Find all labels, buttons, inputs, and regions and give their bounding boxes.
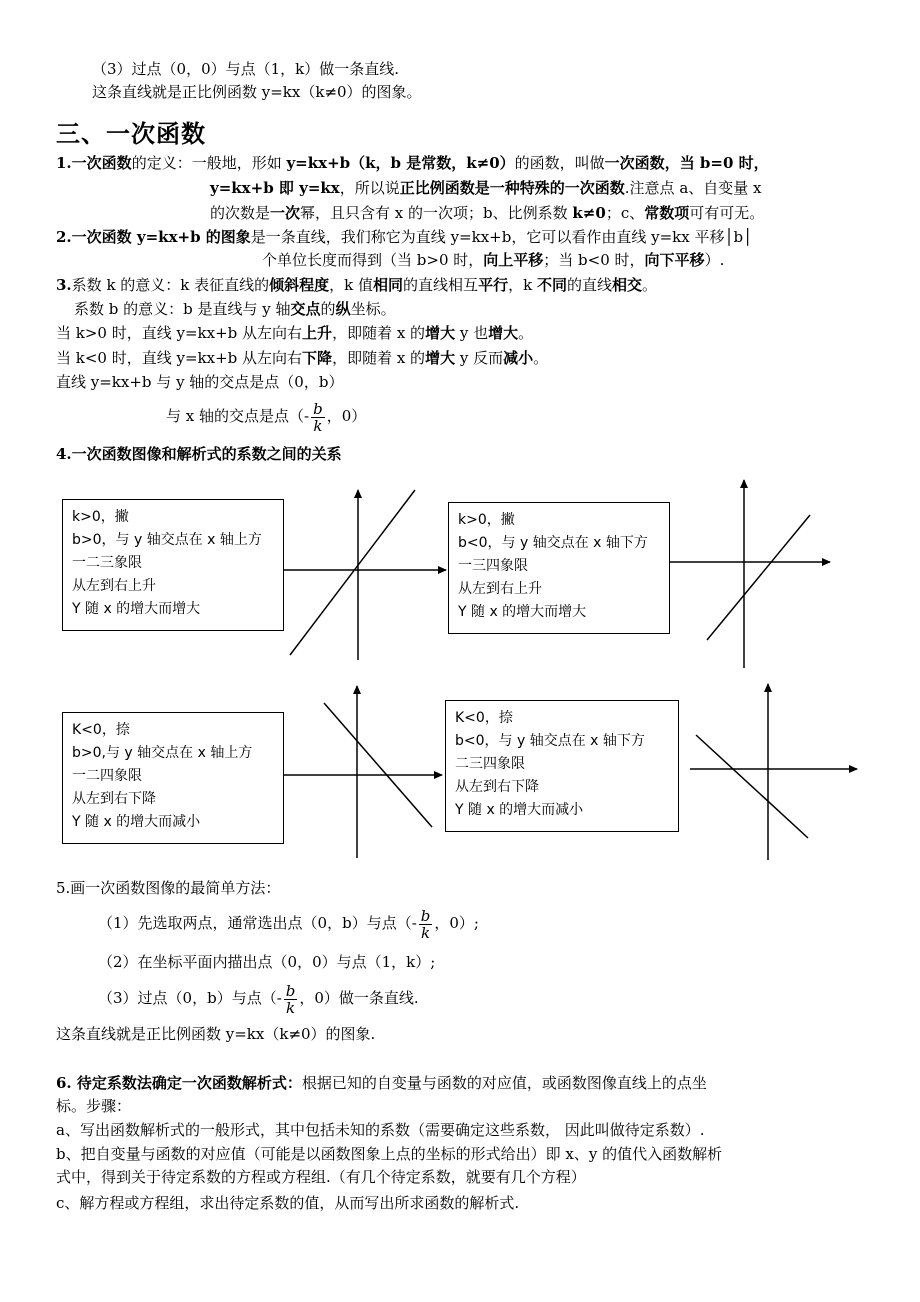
p5-step-1 [98, 905, 479, 941]
p6-step-c: c、解方程或方程组，求出待定系数的值，从而写出所求函数的解析式. [56, 1194, 520, 1212]
p3-line-5: 直线 y=kx+b 与 y 轴的交点是点（0，b） [56, 373, 344, 391]
p3-kn5: y 反而 [455, 349, 504, 367]
p6-line-1 [56, 1073, 707, 1093]
p6-l1: 根据已知的自变量与函数的对应值，或函数图像直线上的点坐 [301, 1074, 707, 1092]
box-2 [448, 502, 670, 634]
p5-s1a: （1）先选取两点，通常选出点（0，b）与点（- [98, 914, 417, 932]
p3-kp4: 增大 [425, 324, 456, 342]
graph-2 [668, 480, 830, 668]
fraction-denominator-2: k [421, 923, 431, 942]
p2-text: 是一条直线，我们称它为直线 y=kx+b，它可以看作由直线 y=kx 平移│b│ [250, 228, 753, 246]
box-4-line-4: 从左到右下降 [455, 779, 539, 795]
p3-kp2: 上升 [302, 324, 333, 342]
box-1-line-1: k>0，撇 [72, 509, 129, 525]
p3-kn6: 减小 [503, 349, 534, 367]
p3-j: 相交 [611, 276, 642, 294]
fraction-numerator: b [313, 399, 323, 418]
p6-line-2: 标。步骤： [56, 1097, 132, 1115]
box-4-line-5: Y 随 x 的增大而减小 [455, 802, 584, 818]
graph-4-line [696, 735, 808, 838]
p1-term-2: 一次函数 [604, 154, 665, 172]
box-2-line-1: k>0，撇 [458, 512, 515, 528]
p1-l2-formula: y=kx+b 即 y=kx [210, 179, 340, 197]
p5-s1b: ，0）; [434, 914, 479, 932]
p6-step-b-2: 式中，得到关于待定系数的方程或方程组.（有几个待定系数，就要有几个方程） [56, 1168, 586, 1186]
box-3 [62, 712, 284, 844]
box-1-line-3: 一二三象限 [72, 555, 142, 571]
p3-e: 的直线相互 [403, 276, 479, 294]
p6-step-a: a、写出函数解析式的一般形式，其中包括未知的系数（需要确定这些系数， 因此叫做待定系数）. [56, 1121, 705, 1139]
p4-title: 4.一次函数图像和解析式的系数之间的关系 [56, 445, 342, 463]
fraction-b-over-k-2 [419, 908, 433, 941]
p3-g: ，k [508, 276, 537, 294]
intro-line-2: 这条直线就是正比例函数 y=kx（k≠0）的图象。 [92, 83, 422, 101]
p3-x2: ，0） [326, 407, 367, 425]
box-3-line-3: 一二四象限 [72, 768, 142, 784]
p3-i: 的直线 [566, 276, 612, 294]
p2-d: 向上平移 [483, 251, 544, 269]
p2-f: 向下平移 [644, 251, 705, 269]
box-3-line-2: b>0,与 y 轴交点在 x 轴上方 [72, 745, 253, 761]
p3-kn4: 增大 [425, 349, 456, 367]
p1-num: 1. [56, 154, 72, 172]
p6-step-b-1: b、把自变量与函数的对应值（可能是以函数图象上点的坐标的形式给出）即 x、y 的值代入函数解析 [56, 1145, 723, 1163]
box-4-line-1: K<0，捺 [455, 710, 513, 726]
p1-text: 的定义：一般地，形如 [131, 154, 287, 172]
box-3-line-1: K<0，捺 [72, 722, 130, 738]
intro-line-1: （3）过点（0，0）与点（1，k）做一条直线. [92, 60, 400, 78]
p3-b3: 的 [320, 300, 336, 318]
graph-4 [690, 684, 857, 860]
p3-kp7: 。 [518, 324, 534, 342]
p1-l3-a: 的次数是 [210, 204, 271, 222]
p1-l3-g: 可有可无。 [689, 204, 765, 222]
p3-kp3: ，即随着 x 的 [332, 324, 426, 342]
box-2-line-5: Y 随 x 的增大而增大 [458, 604, 587, 620]
p3-b: 倾斜程度 [269, 276, 330, 294]
graph-2-line [707, 515, 810, 640]
graph-3-line [324, 703, 432, 827]
p1-term: 一次函数 [71, 154, 132, 172]
p3-kn2: 下降 [302, 349, 333, 367]
p3-a: 系数 k 的意义：k 表征直线的 [71, 276, 270, 294]
fraction-numerator-3: b [285, 981, 296, 1000]
p1-l3-e: ；c、 [605, 204, 645, 222]
section-title: 三、一次函数 [56, 119, 206, 148]
box-3-line-5: Y 随 x 的增大而减小 [72, 814, 201, 830]
p1-formula: y=kx+b（k，b 是常数，k≠0） [286, 154, 515, 172]
p2-g: ）. [704, 251, 725, 269]
p1-l3-f: 常数项 [644, 204, 690, 222]
p1-l2-text: ，所以说 [339, 179, 400, 197]
p3-b5: 坐标。 [350, 300, 396, 318]
p3-c: ，k 值 [329, 276, 374, 294]
box-2-line-2: b<0，与 y 轴交点在 x 轴下方 [458, 535, 648, 551]
p5-conclusion: 这条直线就是正比例函数 y=kx（k≠0）的图象. [56, 1025, 376, 1043]
p2-e: ；当 b<0 时， [543, 251, 645, 269]
p3-f: 平行 [478, 276, 509, 294]
box-4 [445, 700, 679, 832]
p1-text-3: ，当 b=0 时， [664, 154, 769, 172]
p3-k: 。 [641, 276, 657, 294]
fraction-b-over-k-3 [284, 983, 298, 1016]
p5-title: 5.画一次函数图像的最简单方法： [56, 879, 281, 897]
p1-l2-bold: 正比例函数是一种特殊的一次函数 [399, 179, 625, 197]
box-1-line-2: b>0，与 y 轴交点在 x 轴上方 [72, 532, 262, 548]
box-4-line-3: 二三四象限 [455, 756, 525, 772]
p1-l3-b: 一次 [270, 204, 301, 222]
p3-b1: 系数 b 的意义：b 是直线与 y 轴 [74, 300, 291, 318]
box-1-line-4: 从左到右上升 [72, 578, 156, 594]
fraction-denominator-3: k [286, 998, 296, 1017]
p5-step-2: （2）在坐标平面内描出点（0，0）与点（1，k）; [98, 953, 436, 971]
p3-x1: 与 x 轴的交点是点（- [166, 407, 310, 425]
p3-b2: 交点 [290, 300, 321, 318]
p2-num: 2. [56, 228, 72, 246]
p1-text-2: 的函数，叫做 [514, 154, 605, 172]
graph-3 [258, 686, 442, 858]
p3-kp1: 当 k>0 时，直线 y=kx+b 从左向右 [56, 324, 303, 342]
p1-l3-d: k≠0 [572, 204, 606, 222]
p3-b4: 纵 [335, 300, 351, 318]
p5-s3b: ，0）做一条直线. [299, 989, 419, 1007]
p3-h: 不同 [536, 276, 567, 294]
box-2-line-4: 从左到右上升 [458, 581, 542, 597]
p1-l3-c: 幂，且只含有 x 的一次项；b、比例系数 [300, 204, 573, 222]
p3-kn7: 。 [533, 349, 549, 367]
p3-kn1: 当 k<0 时，直线 y=kx+b 从左向右 [56, 349, 303, 367]
graph-1-line [290, 490, 415, 655]
box-1 [62, 499, 284, 631]
p3-kp5: y 也 [455, 324, 489, 342]
p2-c: 个单位长度而得到（当 b>0 时， [262, 251, 484, 269]
p3-kn3: ，即随着 x 的 [332, 349, 426, 367]
p2-term: 一次函数 y=kx+b 的图象 [71, 228, 251, 246]
p6-head: 6. 待定系数法确定一次函数解析式： [56, 1074, 302, 1092]
p3-kp6: 增大 [488, 324, 519, 342]
fraction-denominator: k [313, 416, 323, 435]
box-1-line-5: Y 随 x 的增大而增大 [72, 601, 201, 617]
p3-num: 3. [56, 276, 72, 294]
box-4-line-2: b<0，与 y 轴交点在 x 轴下方 [455, 733, 645, 749]
box-2-line-3: 一三四象限 [458, 558, 528, 574]
p1-l2-text-2: .注意点 a、自变量 x [624, 179, 762, 197]
p5-s3a: （3）过点（0，b）与点（- [98, 989, 282, 1007]
box-3-line-4: 从左到右下降 [72, 791, 156, 807]
p3-d: 相同 [373, 276, 404, 294]
graph-1 [258, 490, 446, 660]
fraction-numerator-2: b [420, 906, 431, 925]
p5-step-3 [98, 980, 419, 1016]
